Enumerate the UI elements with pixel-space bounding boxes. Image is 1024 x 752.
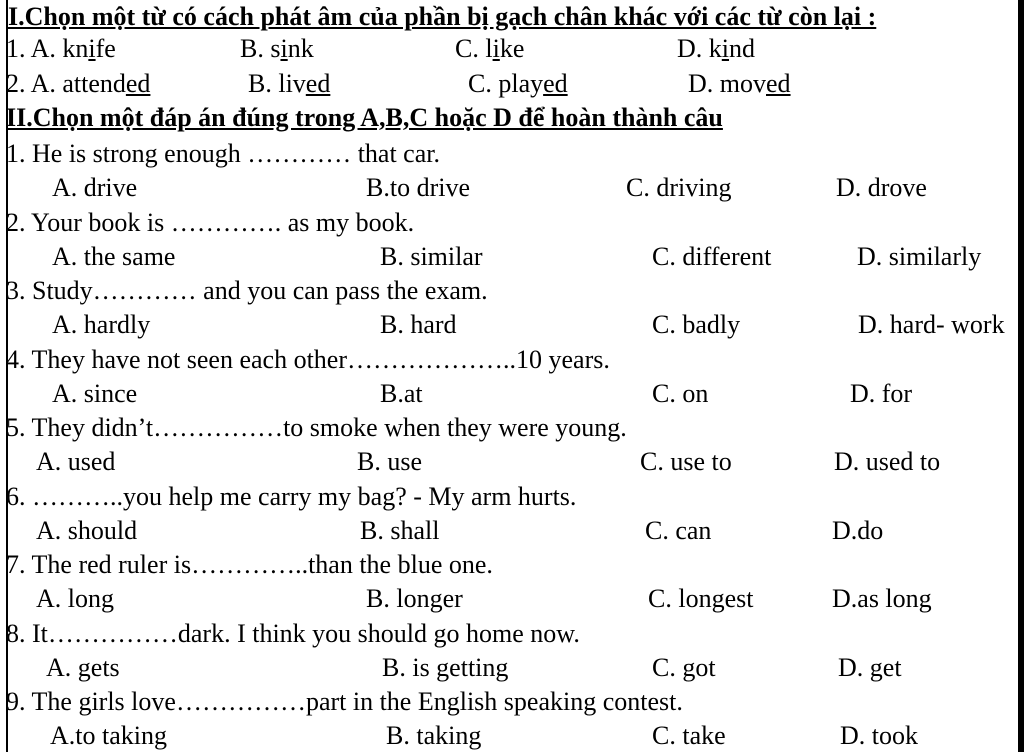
- question-5-option-b: B. use: [357, 447, 422, 476]
- question-8-text: 8. It……………dark. I think you should go home now.: [6, 619, 580, 648]
- pron-2-b-underlined: ed: [305, 69, 331, 98]
- question-7-option-a: A. long: [36, 584, 114, 613]
- pron-1-c-underlined: i: [492, 34, 500, 63]
- question-8-option-b: B. is getting: [382, 653, 509, 682]
- pron-1-c-rest: ke: [499, 34, 525, 63]
- question-9-row: [0, 685, 1018, 719]
- pron-1-option-d: [677, 32, 755, 66]
- question-7-options: [0, 582, 1018, 616]
- question-1-option-c: C. driving: [626, 173, 732, 202]
- pron-row-2: [0, 67, 1018, 101]
- question-5-option-d: D. used to: [834, 447, 941, 476]
- question-4-options: [0, 377, 1018, 411]
- pron-2-c-underlined: ed: [543, 69, 568, 98]
- pron-1-c-prefix: C. l: [455, 34, 493, 63]
- pron-1-d-rest: nd: [729, 34, 756, 63]
- question-8-row: [0, 617, 1018, 651]
- pron-1-d-underlined: i: [721, 34, 730, 63]
- pron-1-a-rest: fe: [95, 34, 116, 63]
- question-1-options: [0, 171, 1018, 205]
- question-4-option-a: A. since: [52, 379, 138, 408]
- question-9-option-d: D. took: [840, 721, 918, 750]
- pron-row-1: [0, 32, 1018, 66]
- pron-2-b-prefix: B. liv: [248, 69, 306, 98]
- question-9-options: [0, 719, 1018, 752]
- question-9-option-b: B. taking: [386, 721, 482, 750]
- question-5-option-c: C. use to: [640, 447, 732, 476]
- question-8-option-a: A. gets: [46, 653, 120, 682]
- question-4-option-b: B.at: [380, 379, 423, 408]
- question-7-row: [0, 548, 1018, 582]
- pron-2-option-b: [248, 67, 330, 101]
- question-6-option-c: C. can: [645, 516, 712, 545]
- question-4-row: [0, 343, 1018, 377]
- question-3-options: [0, 308, 1018, 342]
- pron-2-a-prefix: 2. A. attend: [6, 69, 126, 98]
- pron-2-d-underlined: ed: [766, 69, 791, 98]
- question-6-text: 6. ………..you help me carry my bag? - My arm hurts.: [6, 482, 577, 511]
- question-6-options: [0, 514, 1018, 548]
- question-4-text: 4. They have not seen each other………………..10 years.: [6, 345, 610, 374]
- question-2-option-c: C. different: [652, 242, 772, 271]
- section1-heading-row: [0, 0, 1018, 34]
- question-7-text: 7. The red ruler is…………..than the blue one.: [6, 550, 493, 579]
- section2-heading-row: [0, 101, 1018, 135]
- question-9-option-a: A.to taking: [50, 721, 167, 750]
- pron-1-b-rest: nk: [287, 34, 314, 63]
- question-3-row: [0, 274, 1018, 308]
- question-3-option-c: C. badly: [652, 310, 741, 339]
- question-3-option-d: D. hard- work: [858, 310, 1005, 339]
- question-2-options: [0, 240, 1018, 274]
- pron-1-option-c: [455, 32, 524, 66]
- question-7-option-c: C. longest: [648, 584, 754, 613]
- pron-1-option-b: [240, 32, 314, 66]
- question-3-text: 3. Study………… and you can pass the exam.: [6, 276, 488, 305]
- question-1-option-d: D. drove: [836, 173, 927, 202]
- question-2-text: 2. Your book is …………. as my book.: [6, 208, 415, 237]
- question-2-option-a: A. the same: [52, 242, 176, 271]
- pron-2-d-prefix: D. mov: [688, 69, 766, 98]
- pron-1-a-underlined: i: [88, 34, 96, 63]
- pron-1-d-prefix: D. k: [677, 34, 722, 63]
- pron-2-option-a: [6, 67, 150, 101]
- question-1-text: 1. He is strong enough ………… that car.: [6, 139, 440, 168]
- question-7-option-b: B. longer: [366, 584, 463, 613]
- question-7-option-d: D.as long: [832, 584, 932, 613]
- question-2-row: [0, 206, 1018, 240]
- pron-1-a-prefix: 1. A. kn: [6, 34, 89, 63]
- question-6-option-d: D.do: [832, 516, 884, 545]
- question-8-option-c: C. got: [652, 653, 716, 682]
- question-5-row: [0, 411, 1018, 445]
- question-3-option-b: B. hard: [380, 310, 457, 339]
- question-6-row: [0, 480, 1018, 514]
- question-1-row: [0, 137, 1018, 171]
- question-9-option-c: C. take: [652, 721, 726, 750]
- question-3-option-a: A. hardly: [52, 310, 151, 339]
- question-8-options: [0, 651, 1018, 685]
- question-2-option-d: D. similarly: [857, 242, 982, 271]
- question-6-option-b: B. shall: [360, 516, 440, 545]
- question-5-text: 5. They didn’t……………to smoke when they were young.: [6, 413, 627, 442]
- question-4-option-c: C. on: [652, 379, 709, 408]
- pron-2-a-underlined: ed: [125, 69, 151, 98]
- section1-heading: I.Chọn một từ có cách phát âm của phần bị gạch chân khác với các từ còn lại :: [8, 2, 877, 31]
- pron-1-b-prefix: B. s: [240, 34, 281, 63]
- question-1-option-a: A. drive: [52, 173, 138, 202]
- question-6-option-a: A. should: [36, 516, 138, 545]
- question-5-option-a: A. used: [36, 447, 116, 476]
- question-8-option-d: D. get: [838, 653, 902, 682]
- question-1-option-b: B.to drive: [366, 173, 470, 202]
- pron-1-b-underlined: i: [280, 34, 288, 63]
- section2-heading: II.Chọn một đáp án đúng trong A,B,C hoặc D để hoàn thành câu: [6, 103, 723, 132]
- pron-2-c-prefix: C. play: [468, 69, 544, 98]
- question-4-option-d: D. for: [850, 379, 913, 408]
- pron-2-option-d: [688, 67, 791, 101]
- question-2-option-b: B. similar: [380, 242, 483, 271]
- pron-2-option-c: [468, 67, 568, 101]
- question-5-options: [0, 445, 1018, 479]
- pron-1-option-a: [6, 32, 116, 66]
- question-9-text: 9. The girls love……………part in the English speaking contest.: [6, 687, 683, 716]
